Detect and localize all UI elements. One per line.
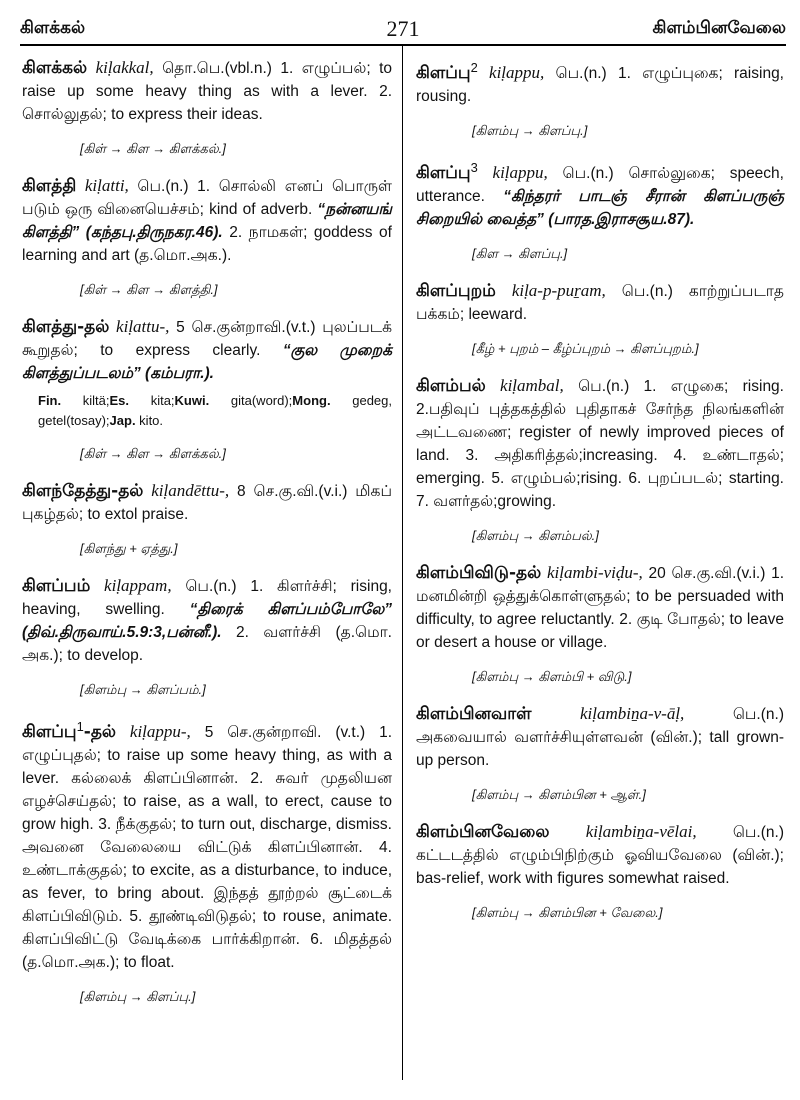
cognate-language: Fin. — [38, 393, 62, 408]
column-divider — [402, 46, 403, 1080]
entry — [22, 56, 392, 158]
etymology: [கிள → கிளப்பு.] — [472, 246, 568, 262]
headword: கிளப்பு — [416, 163, 471, 184]
entry — [22, 479, 392, 558]
page-number: 271 — [386, 16, 420, 41]
headword: கிளப்பு — [22, 722, 77, 743]
transliteration: kiḷappam, — [104, 576, 172, 595]
cognate-language: Kuwi. — [174, 393, 210, 408]
headword: கிளந்தேத்து-தல் — [22, 481, 144, 501]
transliteration: kiḷa-p-puṟam, — [511, 281, 606, 301]
etymology: [கிளம்பு → கிளம்பல்.] — [472, 528, 599, 544]
right-column — [416, 56, 784, 938]
definition: பெ.(n.) 1. எழுகை; rising. 2.பதிவுப் புத்தகத்தில் புதிதாகச் சேர்ந்த நிலங்களின் அட்டவணை; register of newly improved pieces of land. 3. அதிகரித்தல்;increasing. 4. உண்டாதல்; emerging. 5. எழும்பல்;rising. 6. புறப்படல்; starting. 7. வளர்தல்;growing. — [416, 378, 784, 511]
etymology: [கிளம்பு → கிளப்பு.] — [80, 989, 196, 1005]
running-head-first-word: கிளக்கல் — [20, 18, 86, 38]
cognate-word: gedeg, getel(tosay); — [38, 393, 392, 428]
cognate-language: Es. — [109, 393, 130, 408]
headword: கிளப்பம் — [22, 576, 91, 596]
definition-continued: 2. வளர்ச்சி (த.மொ. அக.); to develop. — [22, 624, 392, 664]
entry — [22, 574, 392, 699]
etymology: [கிளம்பு → கிளம்பி + விடு.] — [472, 669, 632, 685]
left-column — [22, 56, 392, 1022]
entry — [416, 56, 784, 140]
cognate-language: Mong. — [292, 393, 331, 408]
citation: “நன்னயங் கிளத்தி” (கந்தபு.திருநகர.46). — [22, 201, 392, 241]
definition: பெ.(n.) அகவையால் வளர்ச்சியுள்ளவன் (வின்.); tall grown-up person. — [416, 706, 784, 770]
entry — [416, 279, 784, 358]
definition: 5 செ.குன்றாவி. (v.t.) 1. எழுப்புதல்; to raise up some heavy thing, as with a lever. கல்லைக் கிளப்பினான். 2. சுவர் முதலியன எழச்செய்தல்; to raise, as a wall, to erect, cause to grow high. 3. நீக்குதல்; to turn out, discharge, dismiss. அவனை வேலையை விட்டுக் கிளப்பினான். 4. உண்டாக்குதல்; to excite, as a disturbance, to induce, as fever, to bring about. இந்தத் தூற்றல் சூட்டைக் கிளப்பிவிடும். 5. தூண்டிவிடுதல்; to rouse, animate. கிளப்பிவிட்டு வேடிக்கை பார்க்கிறான். 6. மிதத்தல் (த.மொ.அக.); to float. — [22, 724, 392, 972]
entry — [22, 174, 392, 299]
entry — [416, 156, 784, 263]
etymology: [கிளந்து + ஏத்து.] — [80, 541, 178, 556]
cognate-word: kita; — [129, 393, 175, 408]
entry — [416, 820, 784, 922]
cognates — [38, 391, 392, 431]
transliteration: kiḷandēttu-, — [151, 481, 230, 500]
headword: கிளம்பினவேலை — [416, 822, 550, 843]
transliteration: kiḷappu, — [489, 63, 545, 83]
headword: கிளக்கல் — [22, 58, 88, 78]
homonym-number: 1 — [76, 719, 84, 734]
transliteration: kiḷambiṉa-v-āḷ, — [579, 704, 685, 724]
etymology: [கிளம்பு → கிளம்பின + ஆள்.] — [472, 787, 646, 803]
etymology: [கிள் → கிள → கிளத்தி.] — [80, 282, 218, 297]
cognate-word: kiltä; — [61, 393, 110, 408]
etymology: [கிளம்பு → கிளப்பம்.] — [80, 682, 206, 697]
entry — [416, 561, 784, 686]
citation: “கிந்தரர் பாடஞ் சீரான் கிளப்பருஞ் சிறையில் வைத்த” (பாரத.இராசசூய.87). — [416, 188, 784, 229]
entry — [22, 715, 392, 1006]
headword: கிளம்பினவாள் — [416, 704, 532, 725]
etymology: [கிள் → கிள → கிளக்கல்.] — [80, 446, 226, 461]
transliteration: kiḷattu-, — [116, 317, 170, 336]
transliteration: kiḷambi-viḍu-, — [546, 563, 643, 583]
transliteration: kiḷambiṉa-vēlai, — [585, 822, 697, 842]
cognate-word: kito. — [135, 413, 164, 428]
cognate-word: gita(word); — [209, 393, 293, 408]
headword: கிளம்பல் — [416, 376, 486, 397]
entry — [416, 702, 784, 804]
definition: பெ.(n.) 1. கிளர்ச்சி; rising, heaving, swelling. — [22, 578, 392, 618]
definition: 8 செ.கு.வி.(v.i.) மிகப் புகழ்தல்; to extol praise. — [22, 483, 393, 523]
definition: பெ.(n.) சொல்லுகை; speech, utterance. — [416, 165, 784, 206]
headword: கிளப்புறம் — [416, 281, 496, 302]
running-head-last-word: கிளம்பினவேலை — [652, 18, 786, 38]
etymology: [கீழ் + புறம் – கீழ்ப்புறம் → கிளப்புறம்.] — [472, 341, 699, 357]
transliteration: kiḷappu-, — [129, 722, 191, 742]
etymology: [கிளம்பு → கிளப்பு.] — [472, 123, 588, 139]
cognate-language: Jap. — [109, 413, 136, 428]
etymology: [கிளம்பு → கிளம்பின + வேலை.] — [472, 905, 663, 921]
definition: பெ.(n.) 1. எழுப்புகை; raising, rousing. — [416, 65, 784, 106]
citation: “குல முறைக் கிளத்துப்படலம்” (கம்பரா.). — [22, 342, 392, 382]
definition: பெ.(n.) 1. சொல்லி எனப் பொருள் படும் ஒரு வினையெச்சம்; kind of adverb. — [22, 178, 393, 218]
transliteration: kiḷakkal, — [95, 58, 154, 77]
headword-suffix: -தல் — [83, 722, 117, 743]
definition: 5 செ.குன்றாவி.(v.t.) புலப்படக் கூறுதல்; to express clearly. — [22, 319, 392, 359]
citation: “திரைக் கிளப்பம்போலே” (திவ்.திருவாய்.5.9:3,பன்னீ.). — [22, 601, 392, 641]
etymology: [கிள் → கிள → கிளக்கல்.] — [80, 141, 226, 156]
definition: பெ.(n.) கட்டடத்தில் எழும்பிநிற்கும் ஓவியவேலை (வின்.); bas-relief, work with figures somewhat raised. — [416, 824, 784, 888]
transliteration: kiḷatti, — [84, 176, 129, 195]
homonym-number: 2 — [470, 60, 478, 75]
definition-continued: 2. நாமகள்; goddess of learning and art (த.மொ.அக.). — [22, 224, 392, 264]
transliteration: kiḷambal, — [500, 376, 564, 396]
running-head — [20, 14, 786, 46]
headword: கிளப்பு — [416, 63, 471, 84]
headword: கிளத்து-தல் — [22, 317, 110, 337]
homonym-number: 3 — [470, 160, 478, 176]
headword: கிளத்தி — [22, 176, 77, 196]
definition: பெ.(n.) காற்றுப்படாத பக்கம்; leeward. — [416, 283, 785, 324]
transliteration: kiḷappu, — [492, 163, 548, 183]
definition: தொ.பெ.(vbl.n.) 1. எழுப்பல்; to raise up some heavy thing as with a lever. 2. சொல்லுதல்; to express their ideas. — [22, 60, 392, 123]
headword: கிளம்பிவிடு-தல் — [416, 563, 542, 584]
definition: 20 செ.கு.வி.(v.i.) 1. மனமின்றி ஒத்துக்கொள்ளுதல்; to be persuaded with difficulty, to agree reluctantly. 2. குடி போதல்; to leave or desert a house or village. — [416, 565, 785, 652]
entry — [22, 315, 392, 463]
entry — [416, 374, 784, 545]
